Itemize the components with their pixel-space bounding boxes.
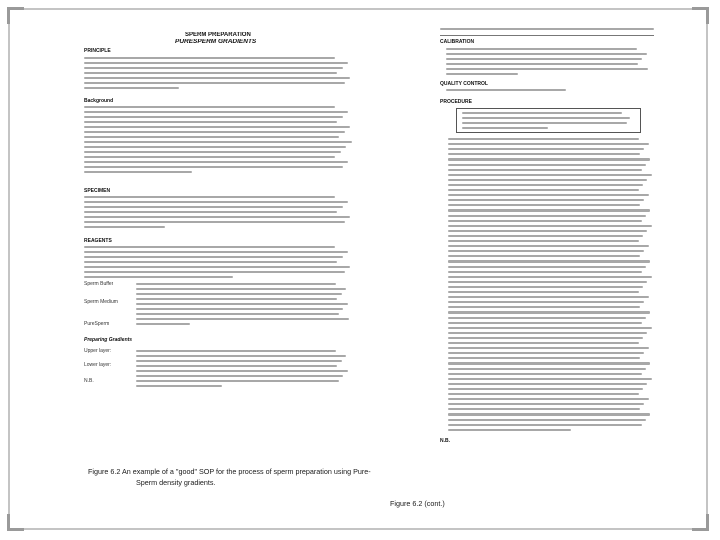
text-line [448, 240, 639, 242]
text-line [448, 306, 640, 308]
text-line [448, 148, 644, 150]
text-line [136, 283, 336, 285]
text-line [448, 158, 650, 160]
text-line [448, 317, 646, 319]
sop-page-right [438, 26, 660, 446]
text-line [448, 291, 639, 293]
text-line [136, 365, 337, 367]
text-line [448, 194, 649, 196]
text-line [84, 246, 335, 248]
text-line [448, 220, 642, 222]
text-line [448, 286, 643, 288]
text-line [448, 429, 571, 431]
text-line [84, 251, 348, 253]
text-line [448, 398, 649, 400]
text-line [84, 161, 348, 163]
text-line [84, 126, 350, 128]
text-line [84, 72, 337, 74]
text-line [448, 199, 644, 201]
text-line [84, 141, 352, 143]
text-line [448, 230, 647, 232]
text-line [84, 131, 345, 133]
specimen-heading: SPECIMEN [84, 188, 111, 194]
text-line [448, 189, 639, 191]
sop-subtitle: PURESPERM GRADIENTS [175, 39, 257, 45]
text-line [448, 255, 640, 257]
text-line [84, 136, 339, 138]
text-line [136, 298, 337, 300]
text-line [136, 370, 348, 372]
text-line [446, 48, 637, 50]
reagents-heading: REAGENTS [84, 238, 112, 244]
calibration-heading: CALIBRATION [440, 39, 475, 45]
text-line [462, 127, 548, 129]
text-line [84, 261, 337, 263]
text-line [84, 57, 335, 59]
text-line [136, 375, 343, 377]
text-line [84, 216, 350, 218]
nb-label-left: N.B. [84, 378, 94, 384]
text-line [84, 82, 345, 84]
text-line [448, 276, 652, 278]
principle-heading: PRINCIPLE [84, 48, 111, 54]
text-line [448, 143, 649, 145]
text-line [448, 266, 646, 268]
text-line [448, 408, 640, 410]
text-line [448, 250, 644, 252]
text-line [446, 73, 518, 75]
text-line [84, 67, 343, 69]
text-line [84, 111, 348, 113]
header-rule [440, 35, 654, 36]
sop-page-left [80, 26, 365, 446]
text-line [462, 117, 630, 119]
text-line [84, 271, 345, 273]
sperm-medium-label: Sperm Medium [84, 299, 118, 305]
text-line [448, 393, 639, 395]
text-line [448, 138, 639, 140]
text-line [84, 206, 343, 208]
text-line [136, 380, 339, 382]
text-line [448, 332, 647, 334]
sop-title: SPERM PREPARATION [185, 32, 251, 38]
text-line [448, 271, 642, 273]
text-line [136, 350, 336, 352]
text-line [448, 281, 647, 283]
text-line [448, 362, 650, 364]
text-line [448, 225, 652, 227]
text-line [448, 424, 642, 426]
text-line [136, 355, 346, 357]
upper-layer-label: Upper layer: [84, 348, 112, 354]
text-line [84, 87, 179, 89]
text-line [448, 164, 646, 166]
text-line [448, 235, 643, 237]
text-line [446, 68, 648, 70]
text-line [448, 388, 643, 390]
text-line [84, 276, 233, 278]
text-line [448, 403, 644, 405]
text-line [448, 342, 639, 344]
text-line [136, 308, 343, 310]
text-line [462, 122, 627, 124]
puresperm-label: PureSperm [84, 321, 110, 327]
text-line [448, 322, 642, 324]
text-line [84, 196, 335, 198]
text-line [448, 373, 642, 375]
corner-ornament [7, 7, 24, 24]
text-line [84, 106, 335, 108]
text-line [448, 413, 650, 415]
text-line [136, 385, 222, 387]
text-line [448, 174, 652, 176]
text-line [448, 184, 643, 186]
text-line [84, 116, 343, 118]
text-line [448, 169, 642, 171]
text-line [84, 77, 350, 79]
text-line [446, 53, 647, 55]
text-line [84, 171, 192, 173]
text-line [448, 260, 650, 262]
figure-caption-left-line1: Figure 6.2 An example of a "good" SOP for the process of sperm preparation using Pure- [88, 467, 371, 476]
text-line [448, 347, 649, 349]
text-line [446, 63, 638, 65]
text-line [136, 293, 342, 295]
text-line [84, 226, 165, 228]
text-line [84, 62, 348, 64]
text-line [446, 89, 566, 91]
figure-caption-right: Figure 6.2 (cont.) [390, 499, 445, 508]
text-line [448, 204, 640, 206]
text-line [462, 112, 622, 114]
text-line [84, 151, 341, 153]
text-line [448, 209, 650, 211]
procedure-heading: PROCEDURE [440, 99, 472, 105]
text-line [84, 121, 337, 123]
text-line [448, 301, 644, 303]
text-line [84, 256, 343, 258]
text-line [136, 313, 339, 315]
text-line [448, 368, 646, 370]
text-line [84, 166, 343, 168]
text-line [446, 58, 642, 60]
text-line [448, 352, 644, 354]
text-line [84, 211, 337, 213]
text-line [84, 146, 346, 148]
text-line [448, 419, 646, 421]
text-line [136, 323, 190, 325]
text-line [448, 327, 652, 329]
text-line [84, 221, 345, 223]
background-heading: Background [84, 98, 114, 104]
corner-ornament [692, 7, 709, 24]
text-line [448, 179, 647, 181]
text-line [440, 28, 654, 30]
text-line [84, 156, 335, 158]
corner-ornament [692, 514, 709, 531]
text-line [448, 215, 646, 217]
text-line [448, 383, 647, 385]
preparing-gradients-heading: Preparing Gradients [84, 337, 133, 343]
text-line [448, 357, 640, 359]
text-line [448, 153, 640, 155]
nb-label-right: N.B. [440, 438, 450, 444]
text-line [136, 360, 342, 362]
text-line [136, 318, 349, 320]
text-line [448, 311, 650, 313]
corner-ornament [7, 514, 24, 531]
figure-caption-left-line2: Sperm density gradients. [136, 478, 216, 487]
text-line [136, 303, 348, 305]
text-line [84, 266, 350, 268]
text-line [84, 201, 348, 203]
lower-layer-label: Lower layer: [84, 362, 112, 368]
text-line [448, 245, 649, 247]
text-line [448, 378, 652, 380]
text-line [448, 296, 649, 298]
quality-control-heading: QUALITY CONTROL [440, 81, 488, 87]
text-line [136, 288, 346, 290]
sperm-buffer-label: Sperm Buffer [84, 281, 114, 287]
text-line [448, 337, 643, 339]
